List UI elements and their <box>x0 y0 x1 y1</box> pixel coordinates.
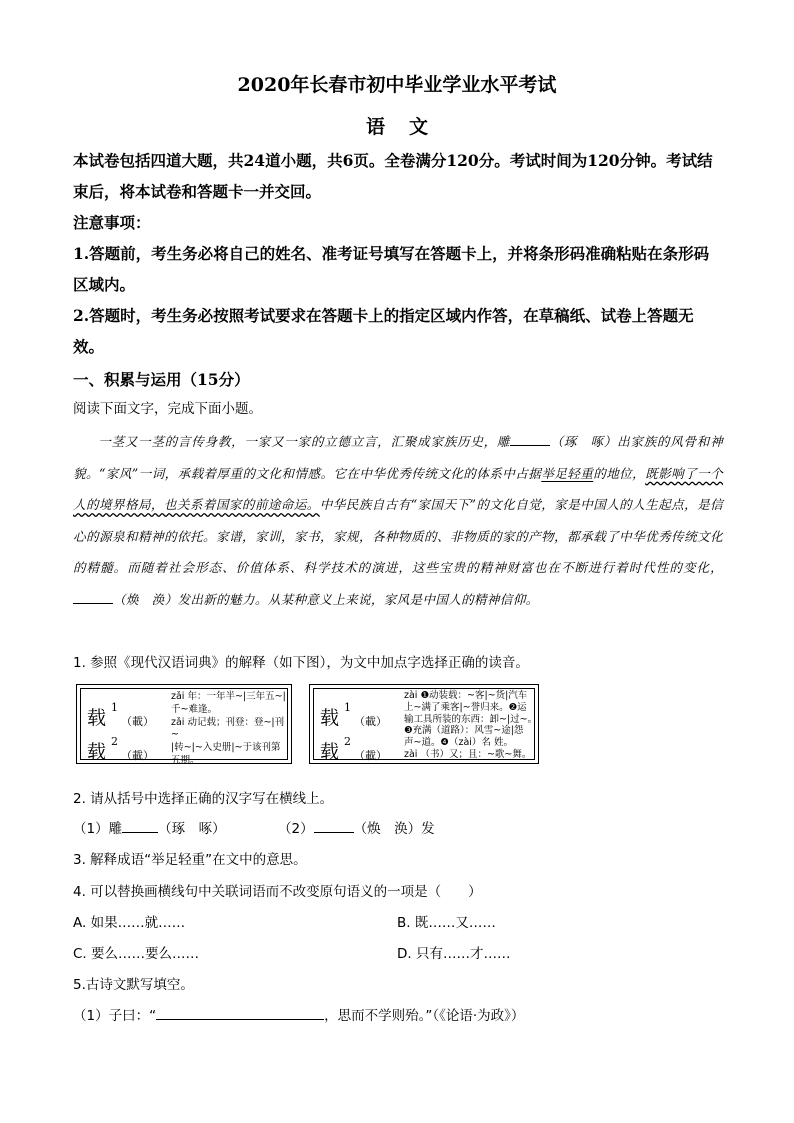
question-3: 3. 解释成语“举足轻重”在文中的意思。 <box>73 852 307 868</box>
exam-intro: 本试卷包括四道大题，共24道小题，共6页。全卷满分120分。考试时间为120分钟。考试结束后，将本试卷和答题卡一并交回。 <box>73 151 713 201</box>
passage-text-2: 出家族的风骨和神貌。“家风”一词，承载着厚重的文化和情感。它在中华优秀传统文化的体系中占据 <box>73 434 723 481</box>
question-1: 1. 参照《现代汉语词典》的解释（如下图），为文中加点字选择正确的读音。 <box>73 655 529 671</box>
reading-passage <box>73 426 723 615</box>
definition-line: 声~道。❹（zài）名 姓。 <box>404 737 513 749</box>
entry-trad-2: （載） <box>121 749 154 762</box>
option-b[interactable]: B. 既……又…… <box>397 915 496 931</box>
entry-trad-2: （載） <box>354 749 387 762</box>
definition-line: 千~难逢。 <box>171 703 217 715</box>
passage-text-1: 一茎又一茎的言传身教，一家又一家的立德立言，汇聚成家族历史，雕 <box>98 434 511 449</box>
dictionary-frame <box>313 688 538 763</box>
question-4: 4. 可以替换画横线句中关联词语而不改变原句语义的一项是（ ） <box>73 884 482 900</box>
passage-text-4: 中华民族自古有“家国天下”的文化自觉，家是中国人的人生起点，是信心的源泉和精神的依托。家谱，家训，家书，家规，各种物质的、非物质的家的产物，都承载了中华优秀传统文化的精髓。而随着社会形态、价值体系、科学技术的演进，这些宝贵的精神财富也在不断进行着时代性的变化， <box>73 497 723 575</box>
definition-line: 上~满了乘客|~誉归来。❷运 <box>404 701 527 713</box>
question-5: 5.古诗文默写填空。 <box>73 977 194 993</box>
definition-line: zài ❶动装载：~客|~货|汽车 <box>404 690 528 701</box>
question-2-sub-1 <box>73 817 226 837</box>
question-2-sub-2 <box>278 817 435 837</box>
question-2: 2. 请从括号中选择正确的汉字写在横线上。 <box>73 791 334 807</box>
entry-head-1: 载 <box>87 707 107 729</box>
passage-idiom: 举足轻重 <box>541 465 594 481</box>
entry-definitions <box>404 690 538 761</box>
sub-1-suffix: ，思而不学则殆。”（《论语·为政》） <box>324 1008 525 1024</box>
definition-line: |转~|~入史册|~于该刊第 <box>171 742 281 754</box>
passage-underlined-sentence: 既影响了一个人的境界格局，也关系着国家的前途命运。 <box>73 465 723 512</box>
passage-blank-2 <box>73 603 113 604</box>
definition-line: 输工具所装的东西：卸~|过~。 <box>404 713 538 725</box>
passage-text-3: 的地位， <box>593 465 646 481</box>
dictionary-entry-right <box>309 684 539 764</box>
definition-line: ❸充满（道路）：风雪~途|怨 <box>404 725 524 737</box>
passage-blank-2-options: （焕 涣） <box>113 591 178 607</box>
definition-line: 五期。 <box>171 754 200 766</box>
notice-item-2: 2.答题时，考生务必按照考试要求在答题卡上的指定区域内作答，在草稿纸、试卷上答题无效。 <box>73 306 694 356</box>
section-heading: 一、积累与运用（15分） <box>73 370 250 389</box>
entry-head-2: 载 <box>87 741 107 763</box>
entry-definitions <box>171 691 291 768</box>
passage-blank-1-options: （琢 啄） <box>550 434 618 449</box>
passage-blank-1 <box>510 445 550 446</box>
passage-text-5: 发出新的魅力。从某种意义上来说，家风是中国人的精神信仰。 <box>177 591 539 607</box>
question-5-sub-1 <box>73 1004 524 1024</box>
answer-blank[interactable] <box>314 832 354 833</box>
read-instruction: 阅读下面文字，完成下面小题。 <box>73 401 262 417</box>
entry-sup-2: 2 <box>344 735 351 748</box>
answer-blank[interactable] <box>122 832 158 833</box>
answer-blank[interactable] <box>156 1019 324 1020</box>
sub-2-prefix: （2） <box>278 821 314 837</box>
page-title: 2020年长春市初中毕业学业水平考试 <box>237 74 557 96</box>
option-c[interactable]: C. 要么……要么…… <box>73 946 200 962</box>
entry-sup-2: 2 <box>111 735 118 748</box>
sub-2-options: （焕 涣）发 <box>353 821 435 837</box>
option-a[interactable]: A. 如果……就…… <box>73 915 186 931</box>
dictionary-frame <box>80 688 288 766</box>
sub-1-prefix: （1）雕 <box>73 821 123 837</box>
entry-head-2: 载 <box>320 741 340 763</box>
entry-sup-1: 1 <box>344 701 351 714</box>
definition-line: zài （书）又；且：~歌~舞。 <box>404 748 532 760</box>
sub-1-prefix: （1）子曰：“ <box>73 1008 157 1024</box>
option-d[interactable]: D. 只有……才…… <box>397 946 511 962</box>
notice-item-1: 1.答题前，考生务必将自己的姓名、准考证号填写在答题卡上，并将条形码准确粘贴在条形码区域内。 <box>73 244 710 294</box>
sub-1-options: （琢 啄） <box>158 821 226 837</box>
dictionary-entry-left <box>76 684 292 764</box>
entry-sup-1: 1 <box>111 701 118 714</box>
definition-line: zǎi 年：一年半~|三年五~| <box>171 691 286 702</box>
entry-trad-1: （載） <box>121 715 154 728</box>
entry-trad-1: （載） <box>354 715 387 728</box>
notice-label: 注意事项： <box>73 213 151 232</box>
subject-title: 语文 <box>365 116 452 138</box>
definition-line: zǎi 动记载；刊登：登~|刊~ <box>171 716 285 741</box>
entry-head-1: 载 <box>320 707 340 729</box>
